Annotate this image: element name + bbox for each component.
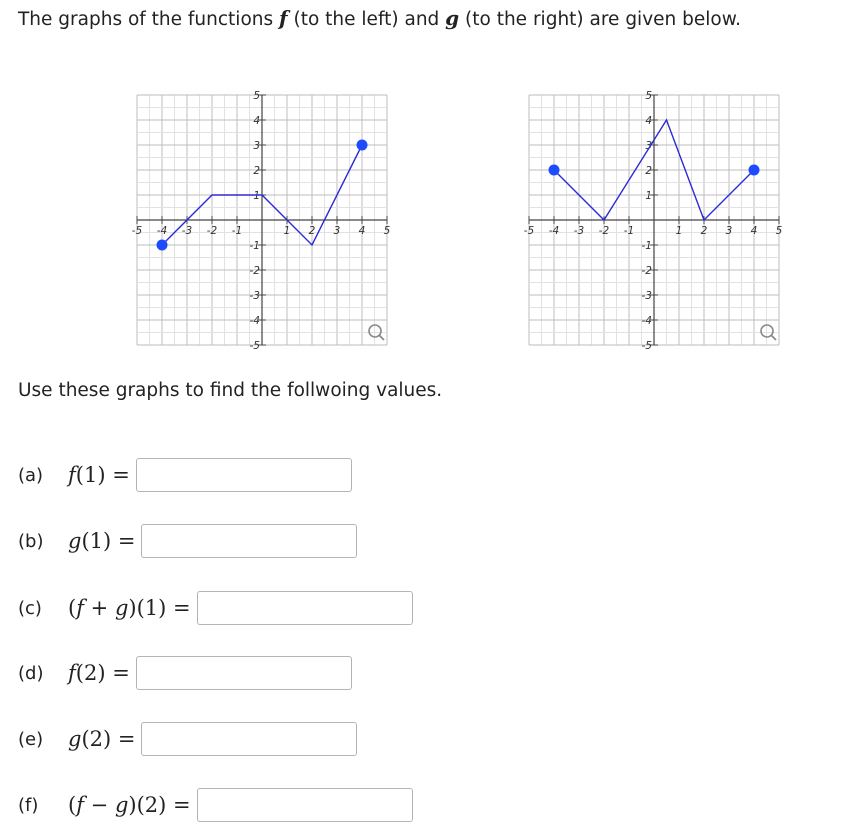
graph-g-x-tick-label: 2 — [700, 225, 708, 237]
question-expression — [68, 661, 130, 685]
question-letter: (d) — [18, 662, 44, 684]
function-g-name: g — [445, 6, 460, 30]
graph-g-y-tick-label: 2 — [645, 165, 652, 177]
graph-f-svg — [132, 90, 392, 352]
question-row — [18, 786, 413, 824]
graph-f-y-tick-label: -5 — [249, 340, 260, 352]
question-letter: (e) — [18, 728, 44, 750]
graph-f-x-tick-label: -3 — [181, 225, 193, 237]
graph-f-x-tick-label: -4 — [156, 225, 168, 237]
expression-part: ( — [68, 793, 77, 817]
intro-text-3: (to the right) are given below. — [459, 9, 742, 30]
question-letter: (a) — [18, 464, 44, 486]
graph-g-x-tick-label: 3 — [725, 225, 733, 237]
graph-g-svg — [524, 90, 784, 352]
graph-g — [524, 90, 784, 352]
expression-part: (2) = — [81, 727, 136, 751]
graph-g-y-tick-label: -2 — [641, 265, 652, 277]
intro-text-1: The graphs of the functions — [18, 9, 280, 30]
expression-part: ( — [68, 596, 77, 620]
question-expression — [68, 529, 135, 553]
graph-f-x-tick-label: 2 — [308, 225, 316, 237]
graph-f-y-tick-label: -1 — [249, 240, 260, 252]
expression-part: f — [68, 463, 76, 487]
graph-g-x-tick-label: -1 — [623, 225, 635, 237]
graph-g-x-tick-label: -2 — [598, 225, 610, 237]
graph-f-y-tick-label: -4 — [249, 315, 260, 327]
graph-g-y-tick-label: -3 — [641, 290, 652, 302]
graph-f-x-tick-label: 3 — [333, 225, 341, 237]
expression-part: )(2) = — [128, 793, 191, 817]
graph-f-x-tick-label: 1 — [283, 225, 291, 237]
answer-input[interactable] — [141, 722, 357, 756]
graph-g-y-tick-label: -1 — [641, 240, 652, 252]
graph-f-x-tick-label: 5 — [383, 225, 391, 237]
question-letter: (c) — [18, 597, 42, 619]
question-letter: (f) — [18, 794, 39, 816]
graph-g-x-tick-label: -3 — [573, 225, 585, 237]
graph-f-y-tick-label: 3 — [253, 140, 260, 152]
instructions: Use these graphs to find the follwoing values. — [18, 380, 443, 401]
question-expression — [68, 463, 130, 487]
expression-part: (2) = — [75, 661, 130, 685]
expression-part: + — [83, 596, 115, 620]
graph-g-x-tick-label: -5 — [524, 225, 535, 237]
graph-f-y-tick-label: -3 — [249, 290, 260, 302]
graph-g-y-tick-label: 3 — [645, 140, 652, 152]
answer-input[interactable] — [141, 524, 357, 558]
answer-input[interactable] — [197, 591, 413, 625]
graph-g-y-tick-label: -4 — [641, 315, 652, 327]
expression-part: g — [114, 596, 129, 620]
graph-f-y-tick-label: 1 — [253, 190, 260, 202]
graph-g-endpoint — [749, 165, 760, 176]
graph-f-zoom-icon-handle — [379, 335, 384, 340]
graph-f-x-tick-label: -5 — [132, 225, 143, 237]
graph-f-y-tick-label: 2 — [253, 165, 260, 177]
question-expression — [68, 596, 191, 620]
graph-g-y-tick-label: 1 — [645, 190, 652, 202]
graph-f-endpoint — [357, 140, 368, 151]
graph-g-y-tick-label: -5 — [641, 340, 652, 352]
expression-part: g — [114, 793, 129, 817]
question-row — [18, 654, 352, 692]
expression-part: f — [68, 661, 76, 685]
graph-f-x-tick-label: -1 — [231, 225, 243, 237]
expression-part: f — [76, 596, 84, 620]
expression-part: f — [76, 793, 84, 817]
expression-part: g — [68, 727, 82, 751]
intro-text-2: (to the left) and — [287, 9, 446, 30]
graph-g-zoom-icon-handle — [771, 335, 776, 340]
graph-g-y-tick-label: 4 — [645, 115, 652, 127]
graph-g-endpoint — [549, 165, 560, 176]
graph-f-x-tick-label: -2 — [206, 225, 218, 237]
graph-f-x-tick-label: 4 — [358, 225, 366, 237]
question-row — [18, 589, 413, 627]
answer-input[interactable] — [136, 656, 352, 690]
graph-f — [132, 90, 392, 352]
graph-f-endpoint — [157, 240, 168, 251]
question-letter: (b) — [18, 530, 44, 552]
expression-part: )(1) = — [128, 596, 191, 620]
answer-input[interactable] — [136, 458, 352, 492]
expression-part: g — [68, 529, 82, 553]
graph-f-y-tick-label: 5 — [253, 90, 260, 102]
graph-g-x-tick-label: 5 — [775, 225, 783, 237]
graph-g-y-tick-label: 5 — [645, 90, 652, 102]
graph-g-x-tick-label: 4 — [750, 225, 758, 237]
question-row — [18, 522, 357, 560]
graph-f-y-tick-label: -2 — [249, 265, 260, 277]
expression-part: (1) = — [81, 529, 136, 553]
question-row — [18, 720, 357, 758]
function-f-name: f — [279, 6, 288, 30]
question-expression — [68, 727, 135, 751]
answer-input[interactable] — [197, 788, 413, 822]
graph-g-x-tick-label: 1 — [675, 225, 683, 237]
graph-g-x-tick-label: -4 — [548, 225, 560, 237]
question-expression — [68, 793, 191, 817]
graph-f-y-tick-label: 4 — [253, 115, 260, 127]
question-row — [18, 456, 352, 494]
expression-part: − — [83, 793, 115, 817]
expression-part: (1) = — [75, 463, 130, 487]
problem-statement — [18, 6, 741, 30]
